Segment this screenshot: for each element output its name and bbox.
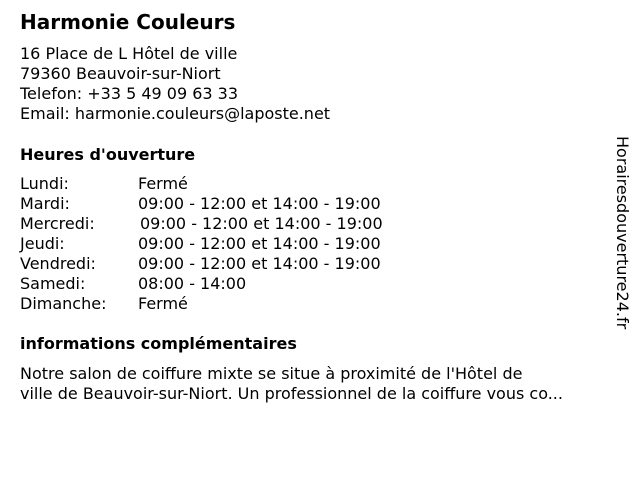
time-value: Fermé: [138, 174, 188, 193]
time-value: 09:00 - 12:00 et 14:00 - 19:00: [140, 214, 383, 233]
additional-info-line-1: Notre salon de coiffure mixte se situe à proximité de l'Hôtel de: [20, 364, 523, 383]
day-label: Dimanche:: [20, 294, 107, 313]
day-label: Samedi:: [20, 274, 86, 293]
phone-number: Telefon: +33 5 49 09 63 33: [20, 84, 239, 103]
business-name: Harmonie Couleurs: [20, 10, 236, 34]
day-label: Jeudi:: [20, 234, 65, 253]
address-line-1: 16 Place de L Hôtel de ville: [20, 44, 238, 63]
time-value: 09:00 - 12:00 et 14:00 - 19:00: [138, 234, 381, 253]
site-watermark: Horairesdouverture24.fr: [613, 136, 632, 330]
additional-info-text: [20, 364, 620, 404]
email-address: Email: harmonie.couleurs@laposte.net: [20, 104, 331, 123]
additional-info-line-2: ville de Beauvoir-sur-Niort. Un professionnel de la coiffure vous co...: [20, 384, 563, 403]
opening-hours-heading: Heures d'ouverture: [20, 145, 196, 164]
time-value: 08:00 - 14:00: [138, 274, 247, 293]
address-line-2: 79360 Beauvoir-sur-Niort: [20, 64, 221, 83]
day-label: Mardi:: [20, 194, 70, 213]
time-value: Fermé: [138, 294, 188, 313]
day-label: Mercredi:: [20, 214, 95, 233]
time-value: 09:00 - 12:00 et 14:00 - 19:00: [138, 194, 381, 213]
time-value: 09:00 - 12:00 et 14:00 - 19:00: [138, 254, 381, 273]
day-label: Vendredi:: [20, 254, 96, 273]
contact-block: [20, 44, 330, 124]
day-label: Lundi:: [20, 174, 69, 193]
additional-info-heading: informations complémentaires: [20, 334, 297, 353]
